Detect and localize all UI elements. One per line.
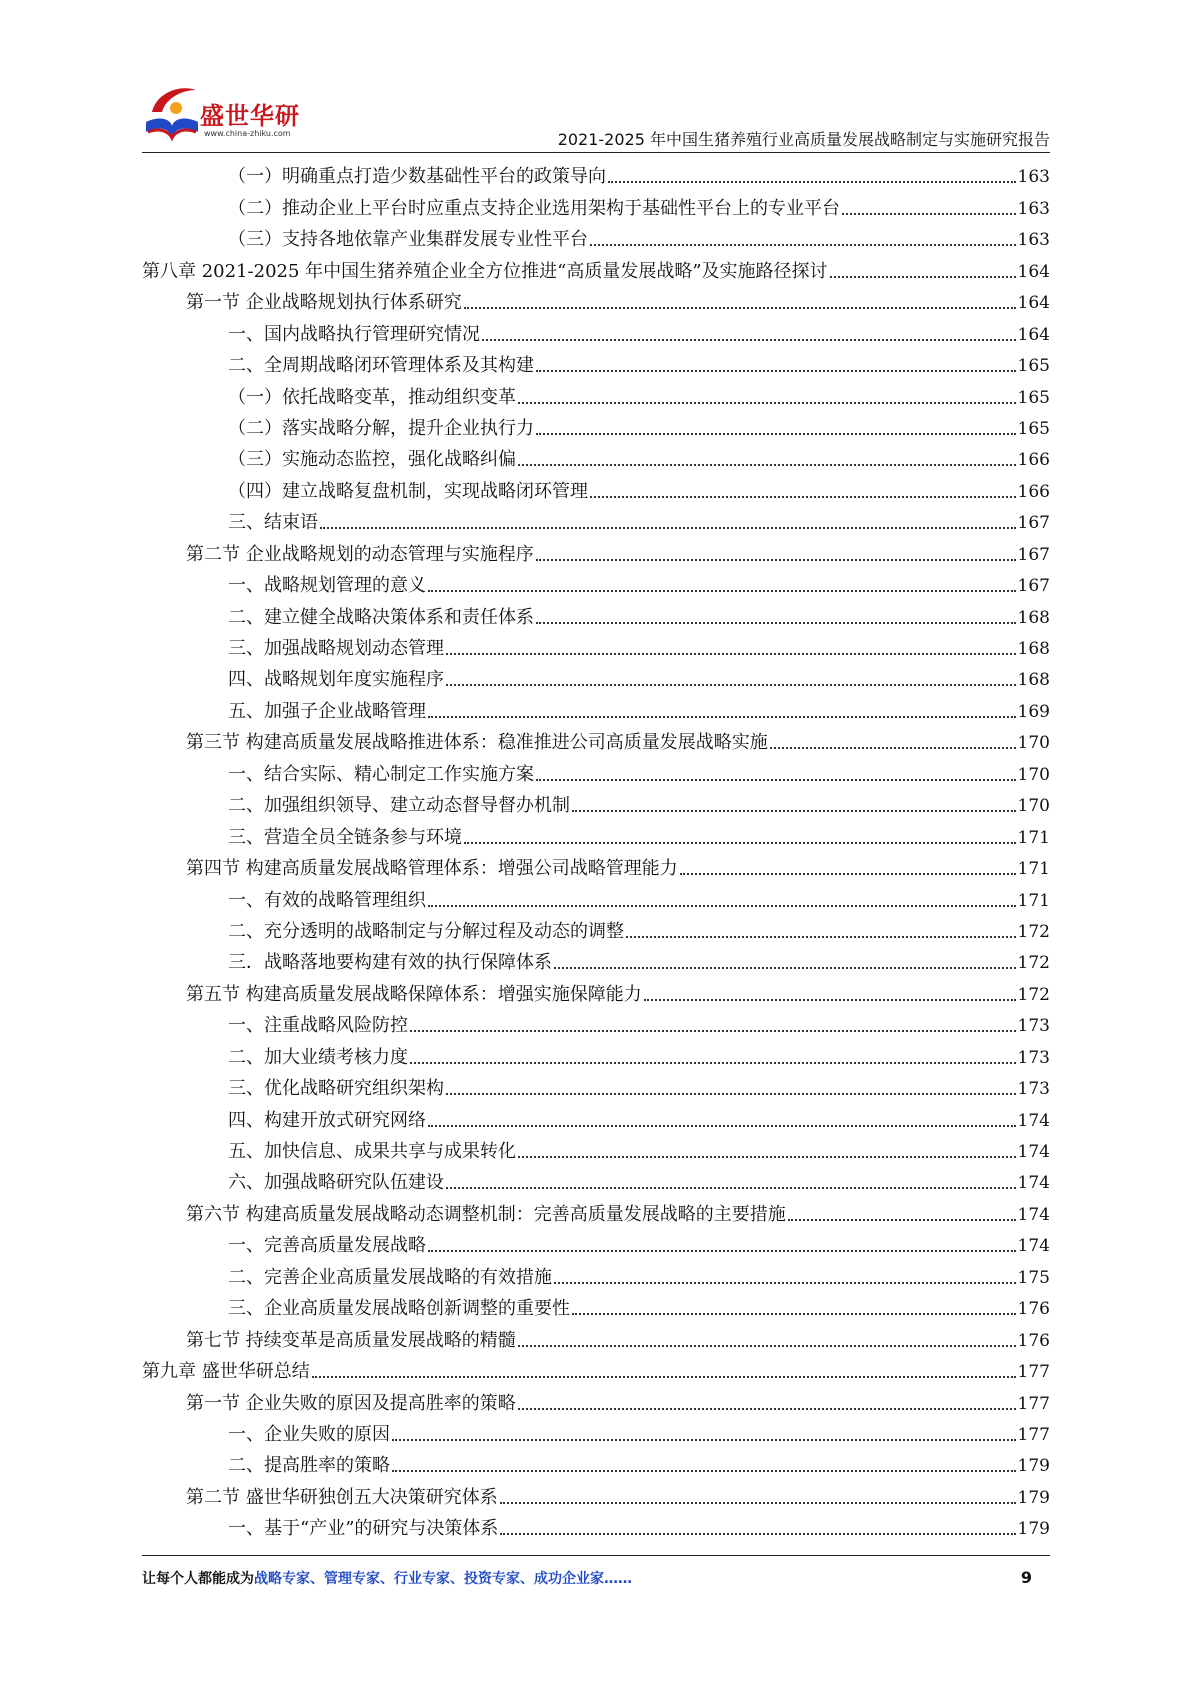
toc-entry[interactable] [142,222,1050,253]
toc-entry-label: 二、完善企业高质量发展战略的有效措施 [228,1266,552,1288]
toc-dot-leader [320,527,1016,529]
toc-entry-page: 179 [1017,1519,1050,1540]
toc-dot-leader [554,1282,1016,1284]
table-of-contents [142,159,1050,1542]
toc-dot-leader [770,747,1016,749]
toc-entry-label: 五、加快信息、成果共享与成果转化 [228,1141,516,1162]
toc-entry-label: 第八章 2021-2025 年中国生猪养殖企业全方位推进“高质量发展战略”及实施路径探讨 [142,260,828,282]
toc-entry[interactable] [142,442,1050,473]
toc-entry-label: 一、注重战略风险防控 [228,1015,408,1037]
toc-dot-leader [518,1408,1016,1410]
toc-entry-page: 177 [1017,1393,1050,1414]
toc-entry[interactable] [142,1417,1050,1448]
toc-entry[interactable] [142,976,1050,1007]
toc-dot-leader [428,905,1016,907]
toc-entry[interactable] [142,348,1050,379]
toc-entry[interactable] [142,568,1050,599]
toc-dot-leader [428,716,1016,718]
toc-entry-page: 173 [1017,1016,1050,1037]
toc-entry-page: 168 [1017,639,1050,659]
toc-entry[interactable] [142,1102,1050,1133]
toc-entry-label: 三、优化战略研究组织架构 [228,1078,444,1100]
toc-entry-label: （一）依托战略变革，推动组织变革 [228,386,516,408]
toc-entry[interactable] [142,819,1050,850]
toc-entry-label: 第四节 构建高质量发展战略管理体系：增强公司战略管理能力 [186,858,678,880]
toc-entry[interactable] [142,1228,1050,1259]
toc-dot-leader [312,1376,1016,1378]
toc-entry-page: 175 [1017,1267,1050,1288]
toc-dot-leader [410,1062,1016,1064]
toc-dot-leader [518,402,1016,404]
toc-dot-leader [518,1345,1016,1347]
toc-entry-page: 170 [1017,796,1050,817]
toc-entry[interactable] [142,945,1050,976]
toc-dot-leader [554,967,1016,969]
toc-entry-label: 第一节 企业战略规划执行体系研究 [186,292,462,314]
toc-entry[interactable] [142,285,1050,316]
toc-dot-leader [392,1439,1016,1441]
logo-name: 盛世华研 [200,102,300,130]
toc-entry-page: 164 [1017,324,1050,345]
page-footer [142,1568,1050,1592]
toc-dot-leader [482,339,1016,341]
toc-entry-page: 171 [1017,859,1050,880]
toc-entry-page: 166 [1017,450,1050,471]
toc-dot-leader [410,1030,1016,1032]
toc-entry[interactable] [142,1322,1050,1353]
page-number: 9 [1020,1568,1032,1587]
toc-entry[interactable] [142,1008,1050,1039]
toc-entry[interactable] [142,253,1050,284]
toc-entry-label: （三）支持各地依靠产业集群发展专业性平台 [228,229,588,251]
toc-dot-leader [680,873,1016,875]
toc-dot-leader [644,999,1016,1001]
toc-dot-leader [446,1093,1016,1095]
toc-dot-leader [572,810,1016,812]
toc-entry[interactable] [142,536,1050,567]
toc-entry-page: 165 [1017,418,1050,439]
toc-entry-page: 173 [1017,1047,1050,1068]
toc-dot-leader [830,276,1016,278]
toc-entry[interactable] [142,788,1050,819]
toc-entry[interactable] [142,1196,1050,1227]
toc-dot-leader [536,622,1016,624]
toc-entry[interactable] [142,662,1050,693]
toc-entry[interactable] [142,1448,1050,1479]
toc-entry-label: 一、结合实际、精心制定工作实施方案 [228,763,534,785]
toc-entry[interactable] [142,1479,1050,1510]
toc-entry-label: 二、加强组织领导、建立动态督导督办机制 [228,795,570,817]
toc-entry-label: 二、建立健全战略决策体系和责任体系 [228,606,534,628]
toc-entry-label: 二、全周期战略闭环管理体系及其构建 [228,355,534,377]
toc-entry[interactable] [142,693,1050,724]
toc-entry[interactable] [142,1039,1050,1070]
toc-entry-page: 172 [1017,984,1050,1005]
toc-entry-page: 167 [1017,513,1050,534]
toc-dot-leader [428,590,1016,592]
toc-entry-label: （二）落实战略分解，提升企业执行力 [228,417,534,439]
toc-entry-label: 一、完善高质量发展战略 [228,1235,426,1257]
toc-entry-label: 第六节 构建高质量发展战略动态调整机制：完善高质量发展战略的主要措施 [186,1203,786,1225]
toc-entry[interactable] [142,631,1050,662]
toc-entry-label: 一、有效的战略管理组织 [228,889,426,911]
toc-entry-page: 163 [1017,167,1050,188]
toc-entry-page: 171 [1017,827,1050,848]
slogan-highlight: 战略专家、管理专家、行业专家、投资专家、成功企业家…… [254,1571,632,1587]
toc-entry-page: 166 [1017,481,1050,502]
toc-dot-leader [842,213,1016,215]
toc-entry-page: 170 [1017,764,1050,785]
toc-entry[interactable] [142,473,1050,504]
toc-entry[interactable] [142,1071,1050,1102]
toc-entry-page: 167 [1017,544,1050,565]
toc-entry-page: 168 [1017,607,1050,628]
toc-entry-label: 一、国内战略执行管理研究情况 [228,323,480,345]
toc-entry[interactable] [142,851,1050,882]
toc-entry-label: 六、加强战略研究队伍建设 [228,1172,444,1194]
toc-entry-page: 173 [1017,1079,1050,1100]
toc-entry[interactable] [142,882,1050,913]
toc-entry-page: 177 [1017,1362,1050,1383]
toc-entry[interactable] [142,316,1050,347]
toc-entry[interactable] [142,725,1050,756]
toc-entry-label: 二、加大业绩考核力度 [228,1046,408,1068]
toc-dot-leader [590,244,1016,246]
toc-dot-leader [626,936,1016,938]
toc-entry-label: 第一节 企业失败的原因及提高胜率的策略 [186,1392,516,1414]
toc-entry-page: 179 [1017,1456,1050,1477]
toc-entry-label: 第二节 企业战略规划的动态管理与实施程序 [186,543,534,565]
toc-entry-label: 二、充分透明的战略制定与分解过程及动态的调整 [228,920,624,942]
toc-entry[interactable] [142,1291,1050,1322]
toc-entry-label: （四）建立战略复盘机制，实现战略闭环管理 [228,480,588,502]
toc-entry-label: 一、基于“产业”的研究与决策体系 [228,1518,499,1540]
toc-entry-page: 163 [1017,198,1050,219]
toc-dot-leader [500,1533,1015,1535]
toc-entry-label: 一、战略规划管理的意义 [228,575,426,597]
logo-url: www.china-zhiku.com [204,129,291,138]
page-header [142,78,1050,150]
toc-entry-page: 176 [1017,1299,1050,1320]
toc-entry[interactable] [142,379,1050,410]
toc-entry[interactable] [142,411,1050,442]
toc-entry[interactable] [142,1165,1050,1196]
toc-entry[interactable] [142,159,1050,190]
toc-dot-leader [464,307,1016,309]
toc-entry-label: 三．战略落地要构建有效的执行保障体系 [228,952,552,974]
toc-entry-label: （三）实施动态监控，强化战略纠偏 [228,449,516,471]
toc-dot-leader [518,1156,1016,1158]
toc-entry[interactable] [142,1354,1050,1385]
toc-entry-page: 172 [1017,953,1050,974]
toc-entry[interactable] [142,190,1050,221]
toc-entry-page: 172 [1017,921,1050,942]
report-title: 2021-2025 年中国生猪养殖行业高质量发展战略制定与实施研究报告 [557,130,1050,149]
toc-dot-leader [518,464,1016,466]
toc-entry[interactable] [142,505,1050,536]
toc-dot-leader [590,496,1016,498]
toc-entry[interactable] [142,1134,1050,1165]
toc-entry-page: 163 [1017,230,1050,251]
toc-dot-leader [536,370,1016,372]
toc-dot-leader [392,1470,1016,1472]
toc-entry-page: 167 [1017,576,1050,597]
footer-divider [142,1555,1050,1556]
toc-entry-label: （二）推动企业上平台时应重点支持企业选用架构于基础性平台上的专业平台 [228,197,840,219]
toc-entry-label: 第三节 构建高质量发展战略推进体系：稳准推进公司高质量发展战略实施 [186,732,768,754]
toc-entry-page: 177 [1017,1424,1050,1445]
toc-entry-label: 三、企业高质量发展战略创新调整的重要性 [228,1298,570,1320]
toc-entry-label: 四、构建开放式研究网络 [228,1109,426,1131]
toc-entry-page: 169 [1017,701,1050,722]
toc-dot-leader [572,1313,1016,1315]
toc-entry-label: 第二节 盛世华研独创五大决策研究体系 [186,1486,498,1508]
toc-entry-label: 五、加强子企业战略管理 [228,700,426,722]
toc-entry-page: 168 [1017,670,1050,691]
toc-entry-page: 176 [1017,1330,1050,1351]
toc-entry-label: 第七节 持续变革是高质量发展战略的精髓 [186,1329,516,1351]
toc-entry-page: 174 [1017,1110,1050,1131]
toc-dot-leader [428,1125,1016,1127]
toc-dot-leader [464,842,1016,844]
toc-dot-leader [536,559,1016,561]
toc-entry-label: 四、战略规划年度实施程序 [228,669,444,691]
company-logo [142,82,322,146]
toc-entry-label: 一、企业失败的原因 [228,1423,390,1445]
toc-entry-page: 164 [1017,293,1050,314]
toc-dot-leader [500,1502,1016,1504]
slogan-prefix: 让每个人都能成为 [142,1571,254,1587]
toc-entry-label: 第九章 盛世华研总结 [142,1361,310,1383]
toc-entry-label: 三、营造全员全链条参与环境 [228,826,462,848]
toc-entry-page: 174 [1017,1236,1050,1257]
toc-dot-leader [536,779,1016,781]
toc-dot-leader [446,653,1016,655]
toc-entry-label: 三、加强战略规划动态管理 [228,638,444,659]
toc-entry[interactable] [142,914,1050,945]
toc-entry-page: 170 [1017,733,1050,754]
toc-dot-leader [788,1219,1016,1221]
toc-entry[interactable] [142,599,1050,630]
toc-entry[interactable] [142,1385,1050,1416]
toc-entry-label: 二、提高胜率的策略 [228,1455,390,1477]
toc-dot-leader [446,1187,1016,1189]
toc-entry-label: （一）明确重点打造少数基础性平台的政策导向 [228,166,606,188]
toc-entry-page: 174 [1017,1173,1050,1194]
toc-entry[interactable] [142,1259,1050,1290]
toc-entry-page: 165 [1017,356,1050,377]
toc-dot-leader [608,181,1016,183]
header-divider [142,152,1050,153]
toc-dot-leader [428,1250,1016,1252]
toc-entry-page: 179 [1017,1487,1050,1508]
toc-entry[interactable] [142,1511,1050,1542]
toc-entry[interactable] [142,756,1050,787]
toc-entry-label: 第五节 构建高质量发展战略保障体系：增强实施保障能力 [186,983,642,1005]
toc-entry-page: 165 [1017,387,1050,408]
toc-entry-label: 三、结束语 [228,512,318,534]
book-swoosh-logo-icon [142,82,202,146]
toc-entry-page: 174 [1017,1142,1050,1162]
toc-dot-leader [446,684,1016,686]
toc-entry-page: 164 [1017,261,1050,282]
toc-dot-leader [536,433,1016,435]
toc-entry-page: 174 [1017,1204,1050,1225]
toc-entry-page: 171 [1017,890,1050,911]
